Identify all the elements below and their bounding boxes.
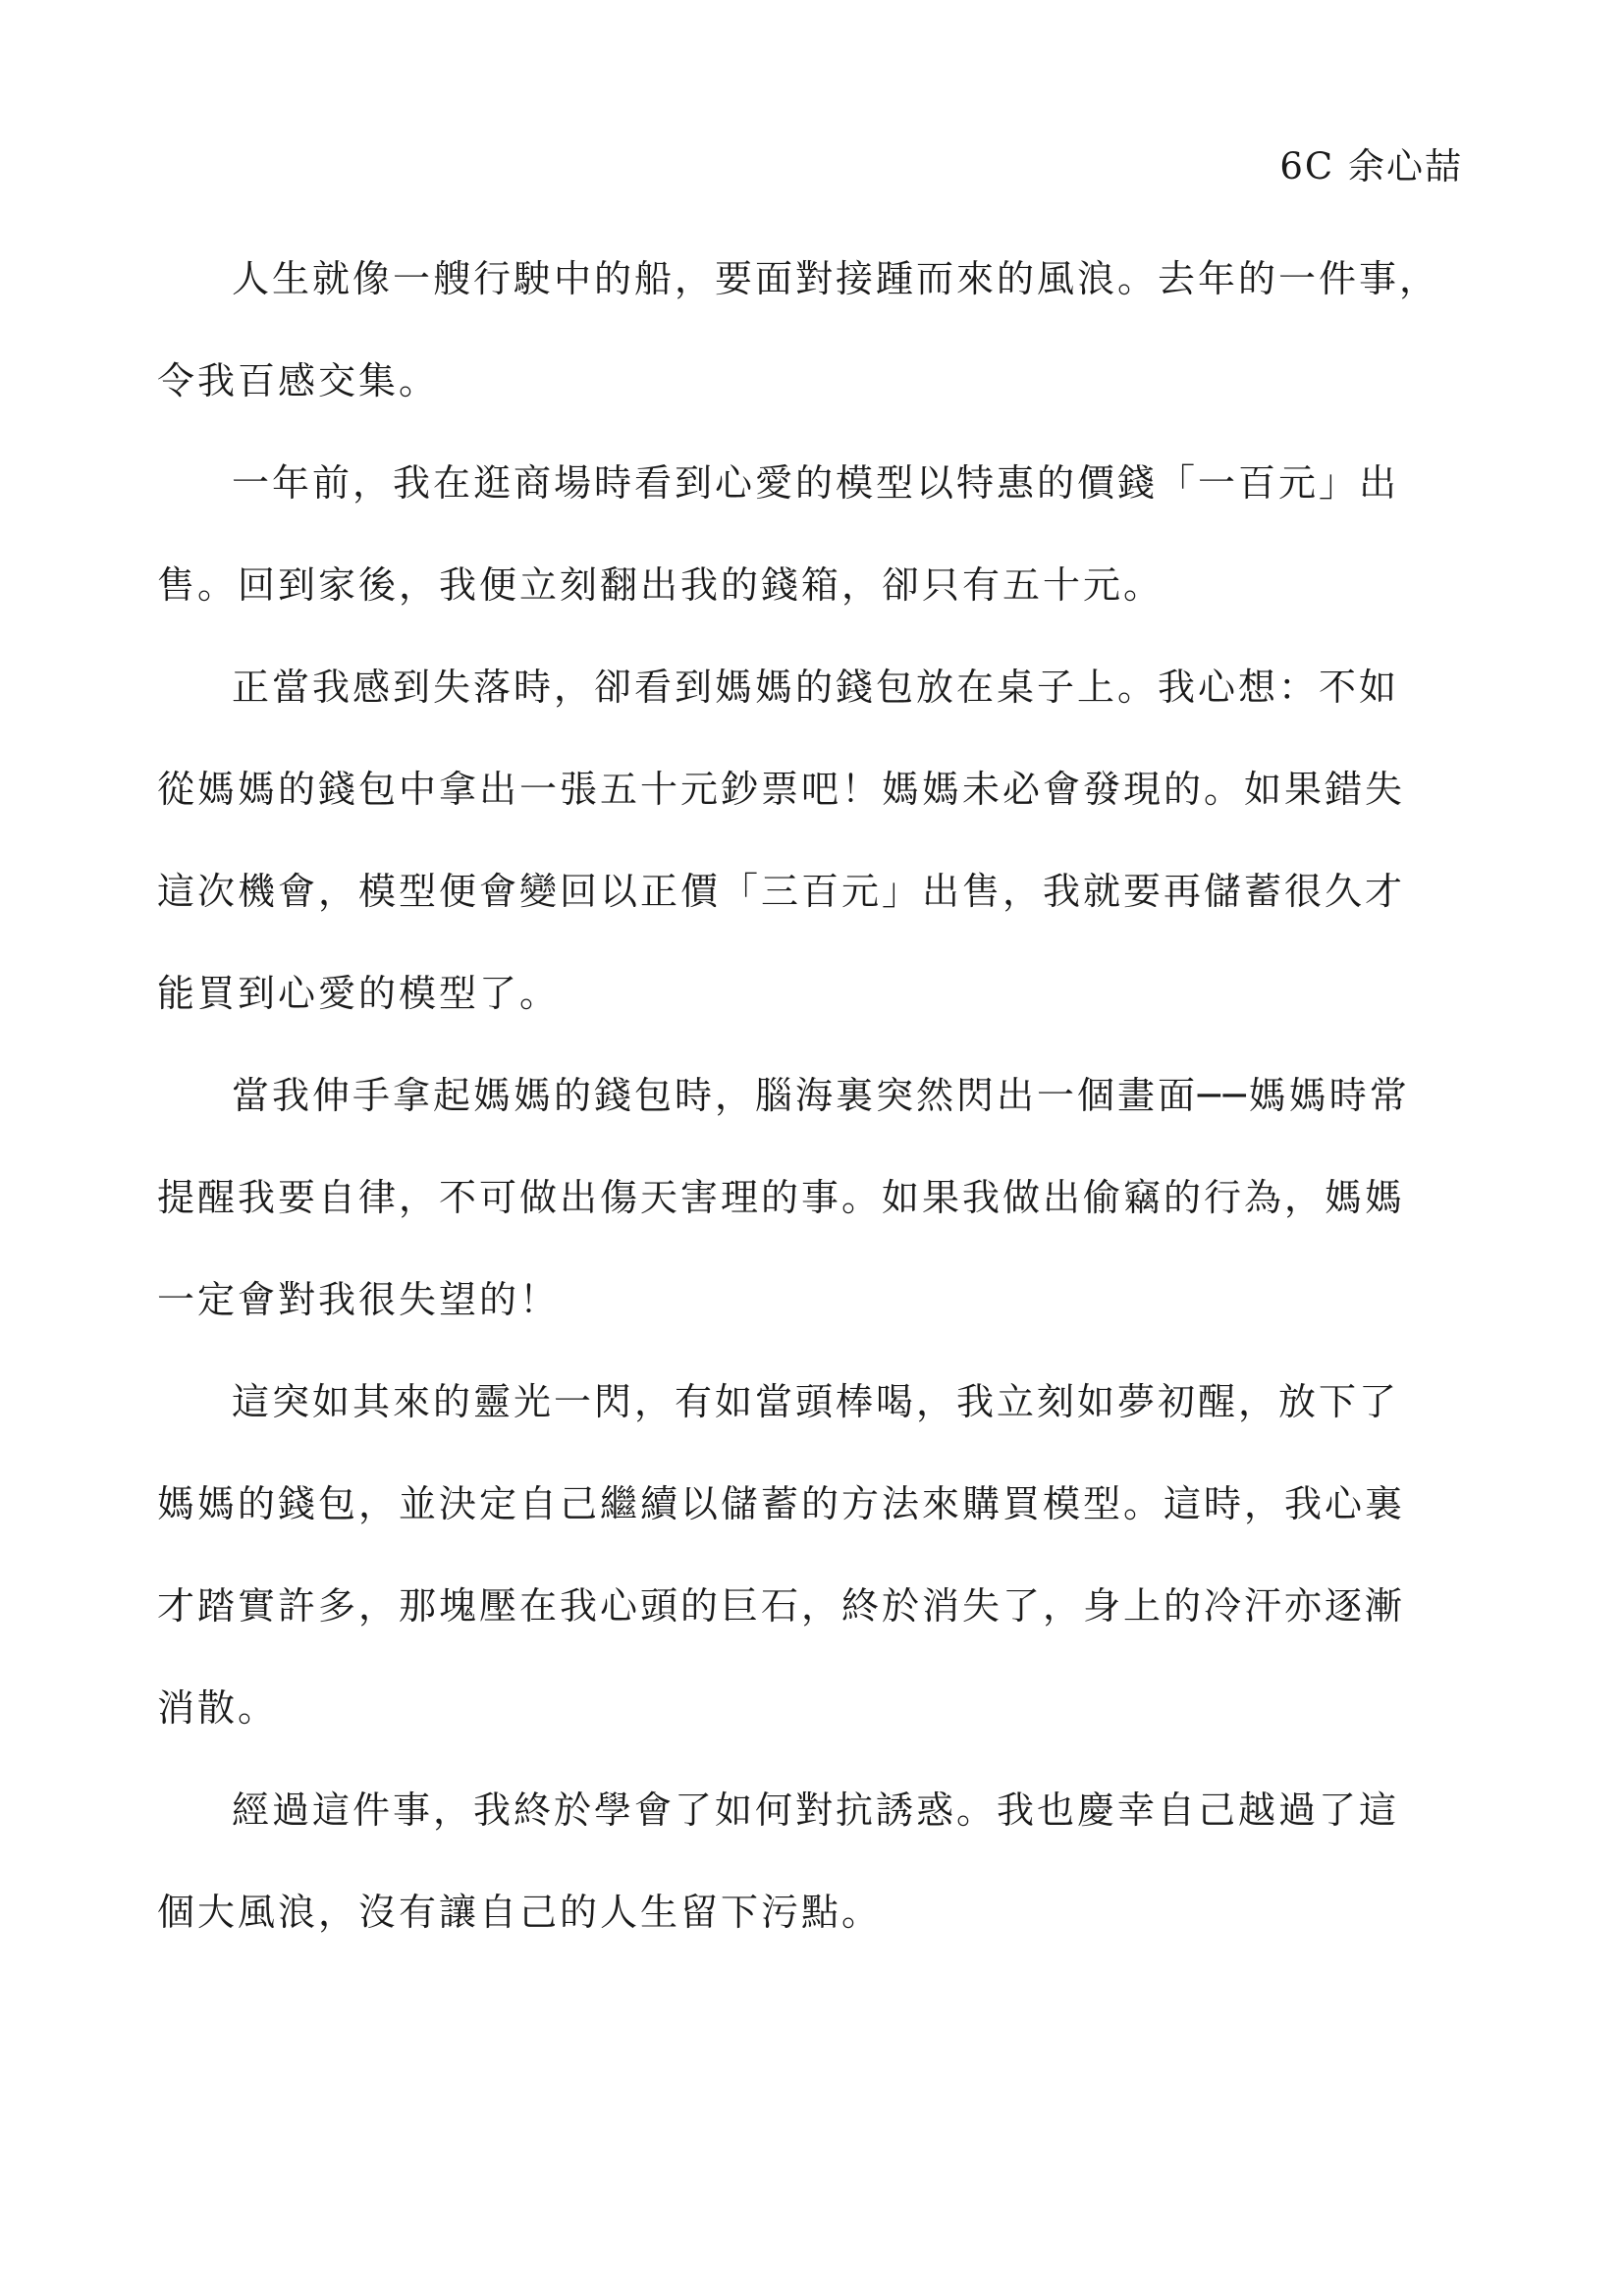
text-line: 正當我感到失落時，卻看到媽媽的錢包放在桌子上。我心想：不如 (232, 666, 1400, 709)
text-line: 才踏實許多，那塊壓在我心頭的巨石，終於消失了，身上的冷汗亦逐漸 (157, 1584, 1406, 1628)
paragraph-4 (157, 1044, 1492, 1351)
text-line: 能買到心愛的模型了。 (157, 972, 561, 1015)
paragraph-6 (157, 1759, 1492, 1963)
paragraph-3 (157, 636, 1492, 1044)
text-line: 這突如其來的靈光一閃，有如當頭棒喝，我立刻如夢初醒，放下了 (232, 1380, 1400, 1423)
text-line: 媽媽的錢包，並決定自己繼續以儲蓄的方法來購買模型。這時，我心裏 (157, 1482, 1406, 1525)
paragraph-5 (157, 1351, 1492, 1759)
text-line: 人生就像一艘行駛中的船，要面對接踵而來的風浪。去年的一件事， (232, 257, 1440, 300)
text-line: 令我百感交集。 (157, 359, 440, 402)
text-line: 一定會對我很失望的！ (157, 1278, 561, 1321)
paragraph-1 (157, 228, 1492, 432)
paragraph-2 (157, 432, 1492, 636)
text-line: 當我伸手拿起媽媽的錢包時，腦海裏突然閃出一個畫面──媽媽時常 (232, 1074, 1410, 1117)
text-line: 個大風浪，沒有讓自己的人生留下污點。 (157, 1891, 883, 1934)
text-line: 售。回到家後，我便立刻翻出我的錢箱，卻只有五十元。 (157, 563, 1164, 607)
text-line: 從媽媽的錢包中拿出一張五十元鈔票吧！媽媽未必會發現的。如果錯失 (157, 768, 1406, 811)
text-line: 一年前，我在逛商場時看到心愛的模型以特惠的價錢「一百元」出 (232, 461, 1400, 505)
text-line: 提醒我要自律，不可做出傷天害理的事。如果我做出偷竊的行為，媽媽 (157, 1176, 1406, 1219)
text-line: 消散。 (157, 1686, 279, 1730)
essay-body (157, 228, 1492, 1963)
text-line: 經過這件事，我終於學會了如何對抗誘惑。我也慶幸自己越過了這 (232, 1789, 1400, 1832)
author-name: 6C 余心喆 (1279, 145, 1463, 187)
text-line: 這次機會，模型便會變回以正價「三百元」出售，我就要再儲蓄很久才 (157, 870, 1406, 913)
